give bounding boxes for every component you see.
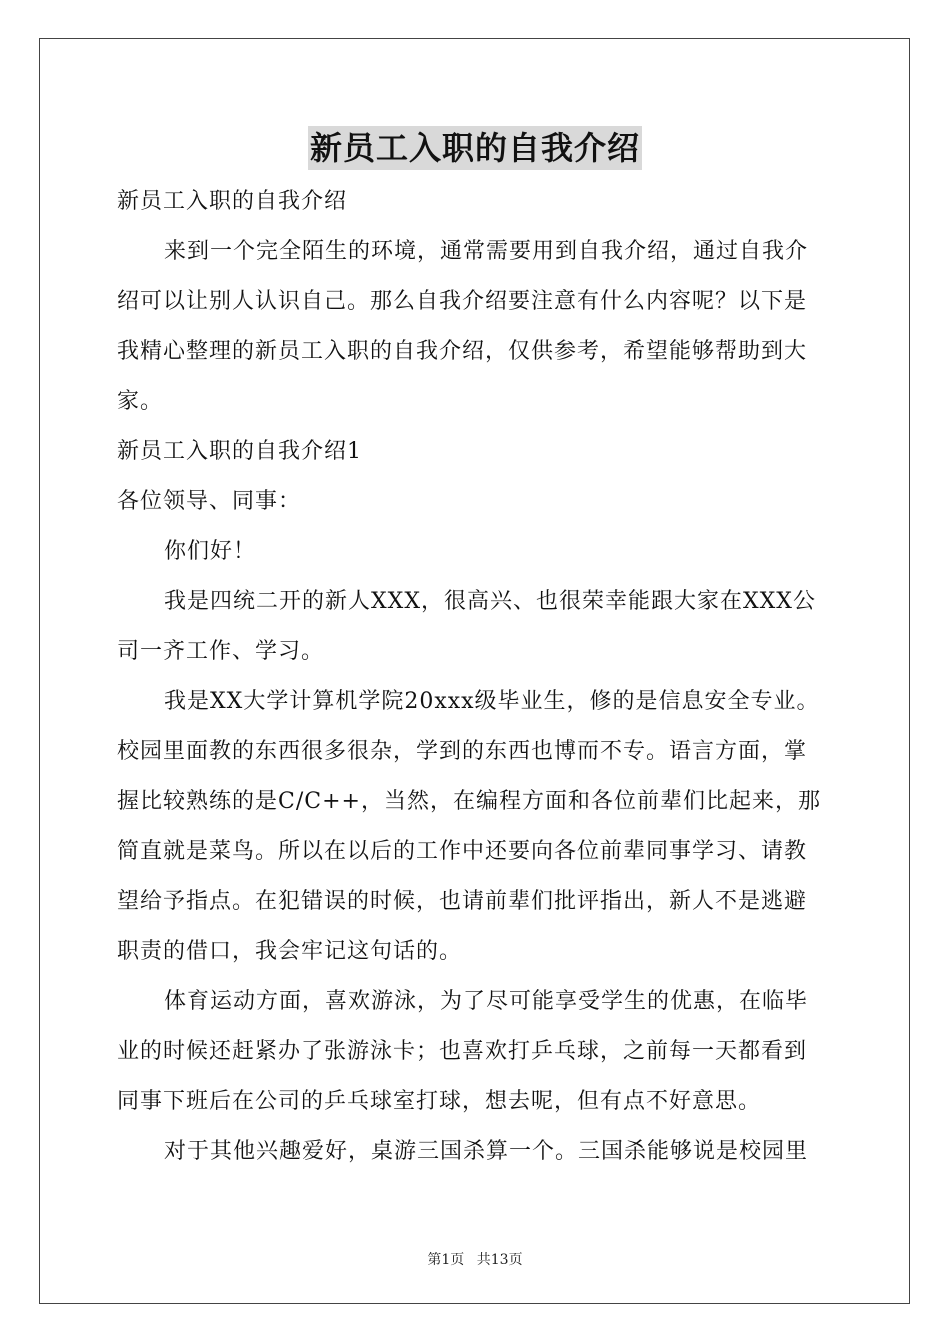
paragraph-line: 望给予指点。在犯错误的时候，也请前辈们批评指出，新人不是逃避 [117, 889, 808, 914]
paragraph-line: 来到一个完全陌生的环境，通常需要用到自我介绍，通过自我介 [164, 239, 809, 264]
salutation-line: 各位领导、同事： [117, 489, 302, 514]
paragraph-line: 握比较熟练的是C/C++，当然，在编程方面和各位前辈们比起来，那 [117, 789, 821, 814]
greeting-line: 你们好！ [164, 539, 257, 564]
document-title: 新员工入职的自我介绍 [308, 126, 642, 170]
document-body [117, 177, 837, 1177]
page-number: 第1页 [427, 1252, 465, 1268]
paragraph-line: 我是XX大学计算机学院20xxx级毕业生，修的是信息安全专业。 [164, 689, 820, 714]
paragraph-line: 家。 [117, 389, 164, 414]
paragraph-line: 同事下班后在公司的乒乓球室打球，想去呢，但有点不好意思。 [117, 1089, 762, 1114]
title-container [0, 126, 950, 170]
paragraph-line: 校园里面教的东西很多很杂，学到的东西也博而不专。语言方面，掌 [117, 739, 808, 764]
section-heading: 新员工入职的自我介绍1 [117, 439, 362, 464]
total-pages: 共13页 [476, 1252, 523, 1268]
paragraph-line: 我精心整理的新员工入职的自我介绍，仅供参考，希望能够帮助到大 [117, 339, 808, 364]
paragraph-line: 对于其他兴趣爱好，桌游三国杀算一个。三国杀能够说是校园里 [164, 1139, 809, 1164]
paragraph-line: 职责的借口，我会牢记这句话的。 [117, 939, 463, 964]
paragraph-line: 我是四统二开的新人XXX，很高兴、也很荣幸能跟大家在XXX公 [164, 589, 816, 614]
page-footer [0, 1249, 950, 1269]
paragraph-line: 业的时候还赶紧办了张游泳卡；也喜欢打乒乓球，之前每一天都看到 [117, 1039, 808, 1064]
paragraph-line: 司一齐工作、学习。 [117, 639, 325, 664]
paragraph-line: 绍可以让别人认识自己。那么自我介绍要注意有什么内容呢？以下是 [117, 289, 808, 314]
paragraph-line: 简直就是菜鸟。所以在以后的工作中还要向各位前辈同事学习、请教 [117, 839, 808, 864]
paragraph-line: 体育运动方面，喜欢游泳，为了尽可能享受学生的优惠，在临毕 [164, 989, 809, 1014]
subtitle-line: 新员工入职的自我介绍 [117, 189, 348, 214]
